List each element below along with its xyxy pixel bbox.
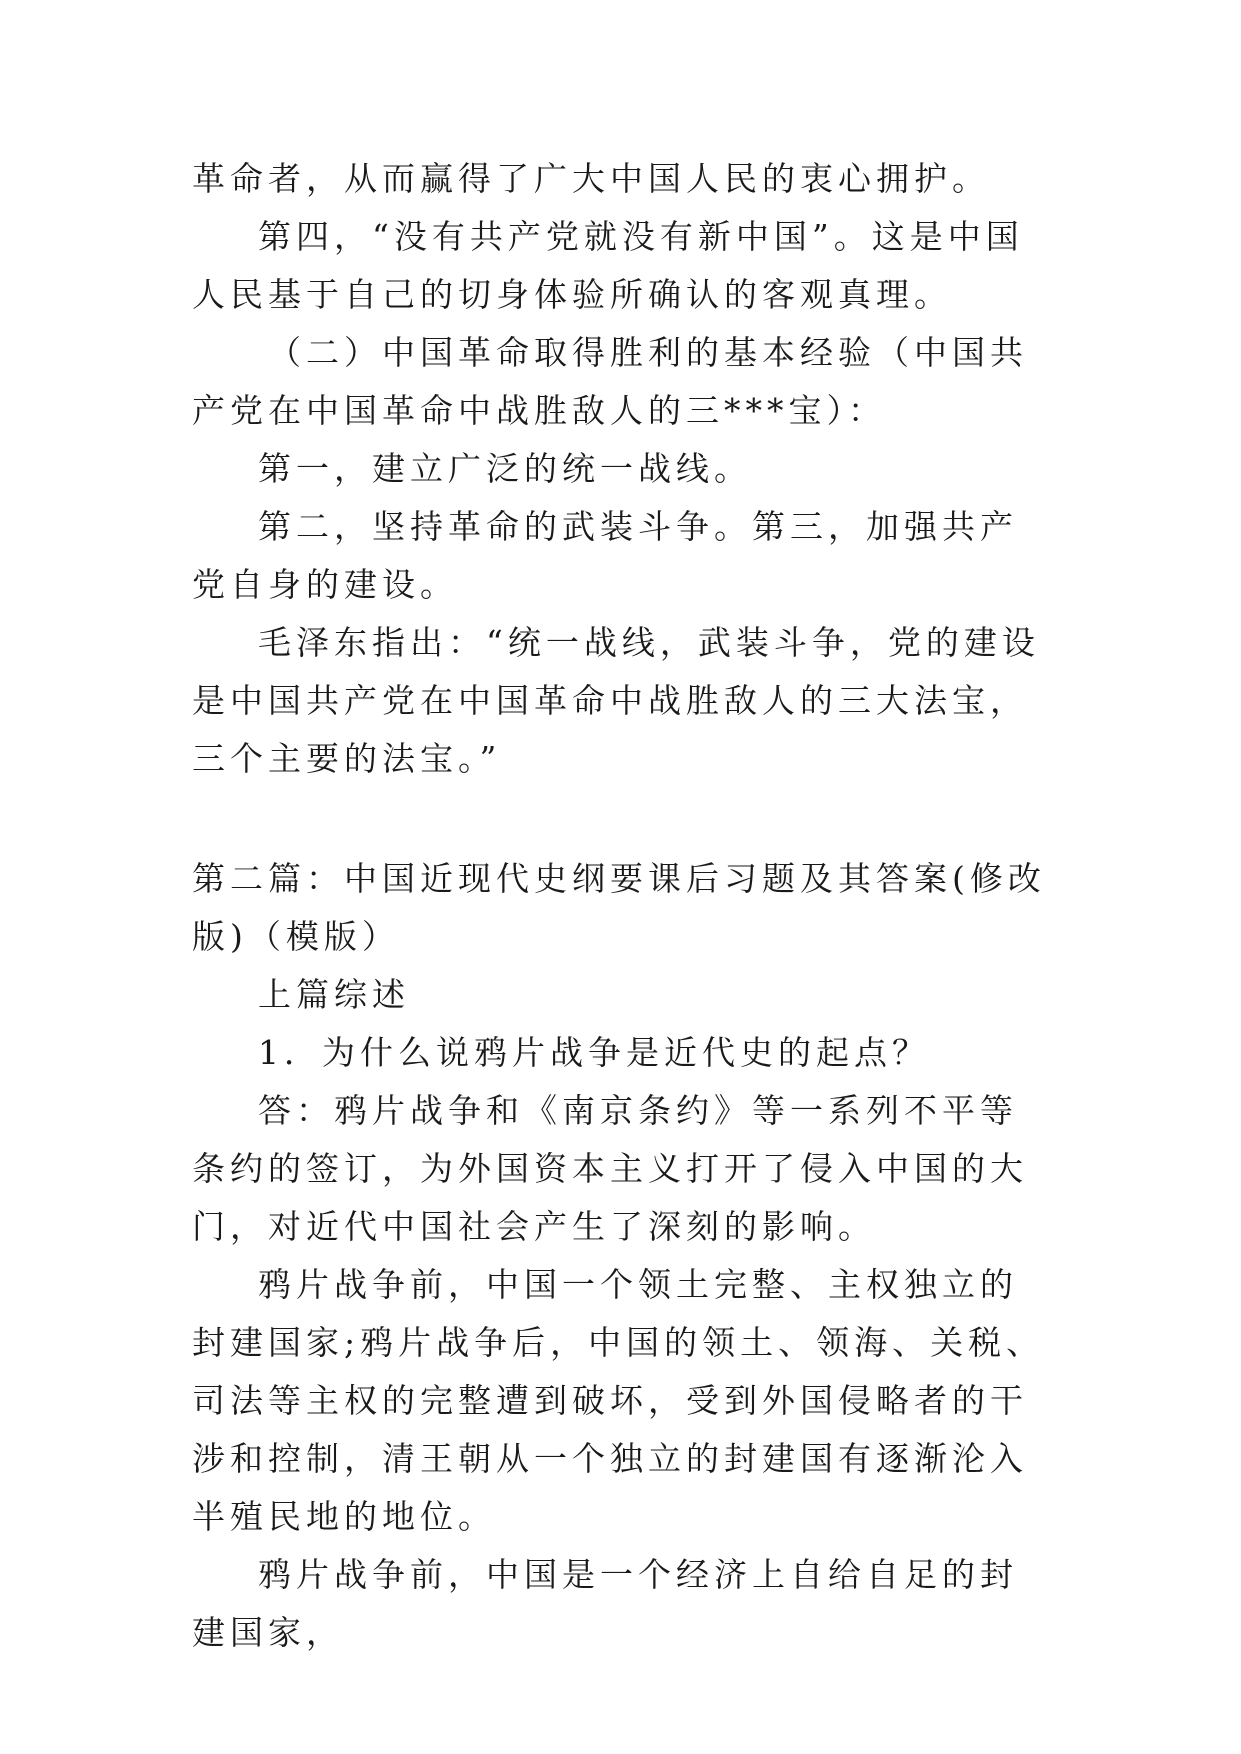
- paragraph: 鸦片战争前，中国一个领土完整、主权独立的封建国家;鸦片战争后，中国的领土、领海、关税、司法等主权的完整遭到破坏，受到外国侵略者的干涉和控制，清王朝从一个独立的封建国有逐渐沦入半殖民地的地位。: [192, 1265, 1045, 1536]
- question: 1．为什么说鸦片战争是近代史的起点？: [258, 1033, 930, 1072]
- paragraph: 革命者，从而赢得了广大中国人民的衷心拥护。: [192, 159, 990, 198]
- answer-paragraph: 答：鸦片战争和《南京条约》等一系列不平等条约的签订，为外国资本主义打开了侵入中国的大门，对近代中国社会产生了深刻的影响。: [192, 1091, 1028, 1246]
- chapter-heading: 第二篇：中国近现代史纲要课后习题及其答案(修改版)（模版）: [192, 859, 1046, 956]
- paragraph: 第一，建立广泛的统一战线。: [258, 449, 752, 488]
- paragraph: 上篇综述: [258, 975, 410, 1014]
- paragraph: 第二，坚持革命的武装斗争。第三，加强共产党自身的建设。: [192, 507, 1018, 604]
- paragraph: 鸦片战争前，中国是一个经济上自给自足的封建国家，: [192, 1555, 1018, 1652]
- document-page: [192, 150, 1052, 1662]
- section-subheading: （二）中国革命取得胜利的基本经验（中国共产党在中国革命中战胜敌人的三***宝）：: [192, 333, 1028, 430]
- paragraph: 毛泽东指出：“统一战线，武装斗争，党的建设是中国共产党在中国革命中战胜敌人的三大法宝，三个主要的法宝。”: [192, 623, 1040, 778]
- paragraph: 第四，“没有共产党就没有新中国”。这是中国人民基于自己的切身体验所确认的客观真理。: [192, 217, 1024, 314]
